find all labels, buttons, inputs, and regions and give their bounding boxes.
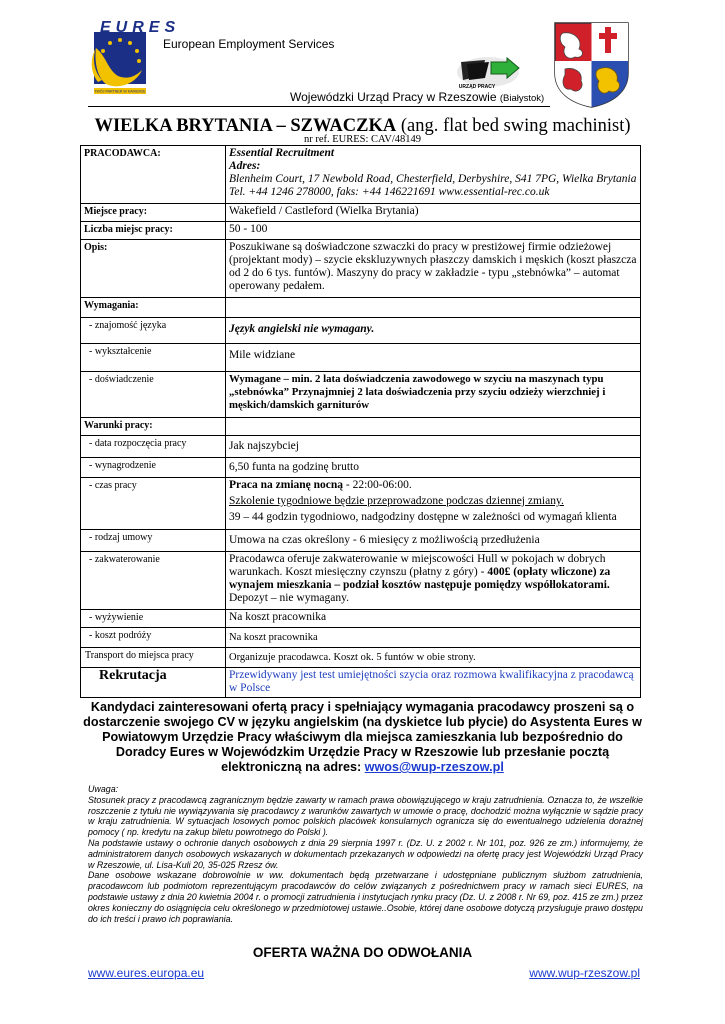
count-label: Liczba miejsc pracy: [81, 222, 226, 240]
office-city: (Białystok) [499, 93, 545, 104]
description-value: Poszukiwane są doświadczone szwaczki do pracy w prestiżowej firmie odzieżowej (projektant mody) – szycie ekskluzywnych płaszczy damskich i męskich (koszt płaszcza od 2 do 6 tys. funtów). Maszyny do pracy w zakładzie - typu „stebnówka” – automat operowany pedałem. [226, 240, 641, 298]
shift-type: Praca na zmianę nocną [229, 479, 344, 491]
wup-website-link[interactable]: www.wup-rzeszow.pl [529, 966, 640, 980]
table-row [81, 418, 641, 436]
application-text: Kandydaci zainteresowani ofertą pracy i spełniający wymagania pracodawcy proszeni są o dostarczenie swojego CV w języku angielskim (na dyskietce lub płycie) do Asystenta Eures w Powiatowym Urzędzie Pracy właściwym dla miejsca zamieszkania lub bezpośrednio do Doradcy Eures w Wojewódzkim Urzędzie Pracy w Rzeszowie lub przesłanie pocztą elektroniczną na adres: [83, 700, 642, 774]
place-value: Wakefield / Castleford (Wielka Brytania) [226, 204, 641, 222]
recruitment-value: Przewidywany jest test umiejętności szycia oraz rozmowa kwalifikacyjna z pracodawcą w Polsce [226, 668, 641, 698]
travel-cost-value: Na koszt pracownika [226, 628, 641, 648]
salary-label: - wynagrodzenie [81, 458, 226, 478]
education-label: - wykształcenie [81, 344, 226, 372]
contract-value: Umowa na czas określony - 6 miesięcy z możliwością przedłużenia [226, 530, 641, 552]
table-row [81, 436, 641, 458]
table-row [81, 648, 641, 668]
table-row [81, 344, 641, 372]
notes-paragraph: Stosunek pracy z pracodawcą zagranicznym będzie zawarty w ramach prawa obowiązującego w kraju zatrudnienia. Oznacza to, że wszelkie roszczenie z tytułu nie wywiązywania się pracodawcy z warunków zawartych w umowie o pracę, dochodzić można wyłącznie w sądzie pracy w kraju zatrudnienia. W sytuacjach losowych pomoc polskich placówek konsularnych ogranicza się do ewentualnego udzielenia doraźnej pomocy ( np. kredytu na zakup biletu powrotnego do Polski ). [88, 794, 643, 838]
recruitment-label: Rekrutacja [81, 668, 226, 698]
eures-website-link[interactable]: www.eures.europa.eu [88, 966, 205, 980]
training-note: Szkolenie tygodniowe będzie przeprowadzone podczas dziennej zmiany. [229, 495, 564, 507]
transport-value: Organizuje pracodawca. Koszt ok. 5 funtów w obie strony. [226, 648, 641, 668]
table-row [81, 240, 641, 298]
org-line: European Employment Services [163, 37, 335, 51]
table-row [81, 222, 641, 240]
notes-heading: Uwaga: [88, 784, 119, 794]
table-row [81, 298, 641, 318]
requirements-label: Wymagania: [81, 298, 226, 318]
wup-logo [455, 52, 521, 90]
shift-hours: - 22:00-06:00. [343, 479, 412, 491]
employer-cell [226, 146, 641, 204]
table-row [81, 458, 641, 478]
table-row [81, 204, 641, 222]
empty-cell [226, 418, 641, 436]
weekly-hours: 39 – 44 godzin tygodniowo, nadgodziny dostępne w zależności od wymagań klienta [229, 511, 617, 523]
count-value: 50 - 100 [226, 222, 641, 240]
address-label: Adres: [229, 160, 261, 172]
header-divider [88, 106, 550, 107]
table-row [81, 610, 641, 628]
description-label: Opis: [81, 240, 226, 298]
meals-label: - wyżywienie [81, 610, 226, 628]
salary-value: 6,50 funta na godzinę brutto [226, 458, 641, 478]
title-english: (ang. flat bed swing machinist) [396, 116, 631, 136]
employer-name: Essential Recruitment [229, 147, 335, 159]
language-label: - znajomość języka [81, 318, 226, 344]
eures-slogan: TWÓJ PARTNER W KARIERZE [94, 89, 146, 94]
table-row [81, 372, 641, 418]
table-row [81, 552, 641, 610]
application-instructions [80, 700, 645, 775]
validity-note: OFERTA WAŻNA DO ODWOŁANIA [252, 945, 473, 960]
start-label: - data rozpoczęcia pracy [81, 436, 226, 458]
table-row [81, 530, 641, 552]
table-row [81, 628, 641, 648]
transport-label: Transport do miejsca pracy [81, 648, 226, 668]
hours-cell [226, 478, 641, 530]
contract-label: - rodzaj umowy [81, 530, 226, 552]
place-label: Miejsce pracy: [81, 204, 226, 222]
reference-number: nr ref. EURES: CAV/48149 [303, 134, 422, 145]
start-value: Jak najszybciej [226, 436, 641, 458]
housing-cell [226, 552, 641, 610]
housing-cost: 400£ (opłaty wliczone) za wynajem mieszkania – podział kosztów następuje pomiędzy współlokatorami. [229, 566, 611, 591]
language-value: Język angielski nie wymagany. [226, 318, 641, 344]
table-row [81, 146, 641, 204]
education-value: Mile widziane [226, 344, 641, 372]
housing-text: Pracodawca oferuje zakwaterowanie w miejscowości Hull w pokojach w dobrych warunkach. Koszt miesięczny czynszu (płatny z góry) - [229, 553, 606, 578]
shift-line [229, 479, 637, 492]
empty-cell [226, 298, 641, 318]
eures-wordmark: EURES [100, 19, 181, 36]
conditions-label: Warunki pracy: [81, 418, 226, 436]
employer-address: Blenheim Court, 17 Newbold Road, Chesterfield, Derbyshire, S41 7PG, Wielka Brytania Tel. +44 1246 278000, faks: +44 146221691 www.essential-rec.co.uk [229, 173, 637, 198]
title-main: WIELKA BRYTANIA – SZWACZKA [94, 116, 397, 136]
table-row [81, 668, 641, 698]
experience-value: Wymagane – min. 2 lata doświadczenia zawodowego w szyciu na maszynach typu „stebnówka” Przynajmniej 2 lata doświadczenia przy szyciu odzieży wierzchniej i męskich/damskich garniturów [226, 372, 641, 418]
notes-paragraph: Na podstawie ustawy o ochronie danych osobowych z dnia 29 sierpnia 1997 r. (Dz. U. z 2002 r. Nr 101, poz. 926 ze zm.) informujemy, że administratorem danych osobowych wskazanych w dokumentach przekazanych w odpowiedzi na ofertę pracy jest Wojewódzki Urząd Pracy w Rzeszowie, ul. Lisa-Kuli 20, 35-025 Rzesz ów. [88, 837, 643, 870]
office-name: Wojewódzki Urząd Pracy w Rzeszowie [290, 90, 497, 104]
employer-label: PRACODAWCA: [81, 146, 226, 204]
notes-paragraph: Dane osobowe wskazane dobrowolnie w ww. dokumentach będą przetwarzane i udostępniane publicznym służbom zatrudnienia, pracodawcom lub podmiotom reprezentującym pracodawców do celów związanych z pośrednictwem pracy w ramach sieci EURES, na podstawie ustawy z dnia 20 kwietnia 2004 r. o promocji zatrudnienia i instytucjach rynku pracy (Dz. U. z 2008 r. Nr 69, poz. 415 ze zm.) przez okres konieczny do osiągnięcia celu określonego w przedmiotowej ustawie..Osobie, której dane osobowe dotyczą przysługuje prawo dostępu do ich treści i prawo ich poprawiania. [88, 870, 643, 924]
offer-table [80, 145, 641, 698]
wup-logo-text: URZĄD PRACY [458, 84, 496, 90]
legal-notes [88, 784, 643, 924]
housing-deposit: Depozyt – nie wymagany. [229, 592, 349, 604]
office-name-line [290, 90, 544, 104]
hours-label: - czas pracy [81, 478, 226, 530]
email-link[interactable]: wwos@wup-rzeszow.pl [364, 760, 504, 774]
experience-label: - doświadczenie [81, 372, 226, 418]
travel-cost-label: - koszt podróży [81, 628, 226, 648]
meals-value: Na koszt pracownika [226, 610, 641, 628]
table-row [81, 318, 641, 344]
housing-label: - zakwaterowanie [81, 552, 226, 610]
coat-of-arms [553, 21, 630, 108]
table-row [81, 478, 641, 530]
